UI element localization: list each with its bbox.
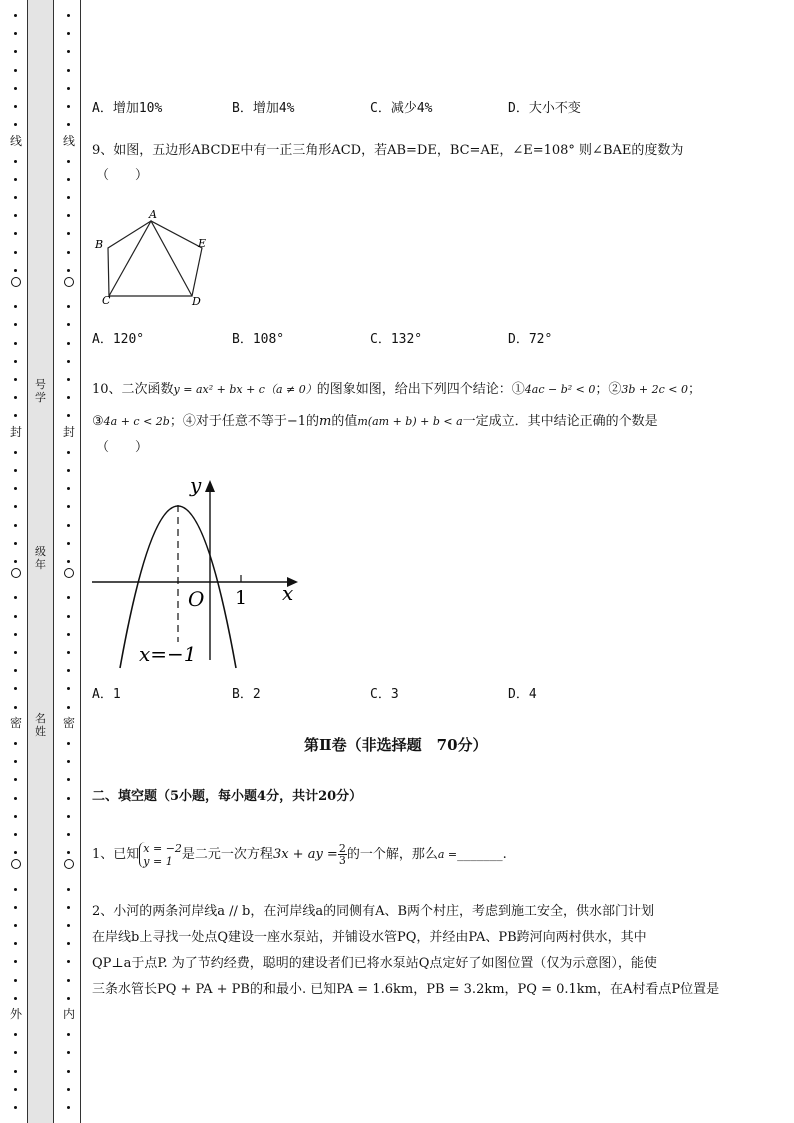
binding-dot <box>67 214 70 217</box>
binding-dot <box>14 542 17 545</box>
inner-mark-nei: 内 <box>62 1007 75 1021</box>
outer-mark-xian: 线 <box>9 134 22 148</box>
binding-dot <box>67 69 70 72</box>
binding-dot <box>14 797 17 800</box>
q10-option-c: C．3 <box>370 687 399 702</box>
binding-dot <box>14 997 17 1000</box>
binding-dot <box>67 487 70 490</box>
binding-dot <box>14 1088 17 1091</box>
binding-dot <box>67 615 70 618</box>
binding-dot <box>67 924 70 927</box>
binding-dot <box>67 960 70 963</box>
binding-dot <box>14 232 17 235</box>
inner-mark-mi: 密 <box>62 716 75 730</box>
q9-option-a: A．120° <box>92 332 145 347</box>
binding-dot <box>67 651 70 654</box>
binding-dot <box>67 396 70 399</box>
binding-dot <box>67 14 70 17</box>
binding-dot <box>67 1088 70 1091</box>
triangle-acd <box>109 221 192 296</box>
binding-hole-marker <box>11 859 21 869</box>
binding-dot <box>67 742 70 745</box>
section2-title: 二、填空题（5小题，每小题4分，共计20分） <box>92 789 363 804</box>
binding-dot <box>14 979 17 982</box>
binding-dot <box>14 123 17 126</box>
inner-dotted-line <box>62 0 76 1123</box>
binding-dot <box>67 469 70 472</box>
binding-dot <box>14 469 17 472</box>
binding-dot <box>14 888 17 891</box>
binding-dot <box>67 378 70 381</box>
outer-mark-feng: 封 <box>9 425 22 439</box>
binding-dot <box>67 687 70 690</box>
binding-dot <box>14 196 17 199</box>
binding-dot <box>67 888 70 891</box>
binding-hole-marker <box>11 277 21 287</box>
q9-stem: 9、如图，五边形ABCDE中有一正三角形ACD，若AB=DE，BC=AE，∠E=108° 则∠BAE的度数为 <box>92 143 684 158</box>
binding-dot <box>14 505 17 508</box>
binding-dot <box>14 214 17 217</box>
part2-title: 第Ⅱ卷（非选择题 70分） <box>304 736 488 754</box>
binding-dot <box>14 778 17 781</box>
binding-dot <box>14 396 17 399</box>
binding-dot <box>67 797 70 800</box>
binding-dot <box>67 178 70 181</box>
binding-dot <box>67 323 70 326</box>
binding-dot <box>14 342 17 345</box>
binding-dot <box>67 706 70 709</box>
strip-right-rule <box>53 0 54 1123</box>
binding-dot <box>14 906 17 909</box>
binding-dot <box>67 979 70 982</box>
field-label-name: 名 姓 <box>35 712 46 738</box>
margin-rule <box>80 0 81 1123</box>
binding-dot <box>14 323 17 326</box>
binding-hole-marker <box>64 859 74 869</box>
q8-option-c: C．减少4% <box>370 101 433 116</box>
fraction-two-thirds: $\frac{2}{3}$ <box>338 842 346 867</box>
binding-dot <box>67 1033 70 1036</box>
binding-dot <box>67 232 70 235</box>
vertex-label-d: D <box>192 295 201 308</box>
q10-paren: （ ） <box>96 440 149 455</box>
binding-hole-marker <box>11 568 21 578</box>
binding-dot <box>67 815 70 818</box>
vertex-label-c: C <box>102 294 111 307</box>
binding-dot <box>14 760 17 763</box>
q10-line1: 10、二次函数y = ax² + bx + c（a ≠ 0）的图象如图，给出下列四个结论：①4ac − b² < 0；②3b + 2c < 0； <box>92 382 702 397</box>
binding-dot <box>67 269 70 272</box>
binding-dot <box>67 942 70 945</box>
fill2-line4: 三条水管长PQ + PA + PB的和最小. 已知PA = 1.6km，PB = 3.2km，PQ = 0.1km，在A村看点P位置是 <box>92 982 720 997</box>
binding-dot <box>14 833 17 836</box>
binding-dot <box>67 906 70 909</box>
binding-dot <box>67 342 70 345</box>
symmetry-label: x=−1 <box>139 642 197 666</box>
binding-dot <box>67 32 70 35</box>
binding-dot <box>14 615 17 618</box>
binding-dot <box>67 524 70 527</box>
fill1-question: 1、已知 x = −2 y = 1 是二元一次方程3x + ay = $\frac{2}{3}$ 的一个解，那么a =_______. <box>92 841 507 868</box>
binding-dot <box>14 815 17 818</box>
outer-dotted-line <box>9 0 23 1123</box>
binding-dot <box>14 69 17 72</box>
binding-dot <box>67 305 70 308</box>
binding-dot <box>67 160 70 163</box>
binding-dot <box>67 1070 70 1073</box>
q8-option-a: A．增加10% <box>92 101 163 116</box>
pentagon-outline <box>108 221 202 296</box>
outer-mark-mi: 密 <box>9 716 22 730</box>
x-axis-label: x <box>282 581 294 605</box>
binding-dot <box>14 960 17 963</box>
binding-dot <box>14 360 17 363</box>
binding-dot <box>14 596 17 599</box>
binding-dot <box>67 669 70 672</box>
binding-dot <box>14 414 17 417</box>
q10-option-a: A．1 <box>92 687 121 702</box>
binding-dot <box>67 1106 70 1109</box>
q9-option-c: C．132° <box>370 332 423 347</box>
vertex-label-e: E <box>198 237 207 250</box>
q10-option-b: B．2 <box>232 687 261 702</box>
inner-mark-xian: 线 <box>62 134 75 148</box>
binding-dot <box>67 251 70 254</box>
binding-dot <box>14 50 17 53</box>
binding-dot <box>67 633 70 636</box>
binding-dot <box>14 1033 17 1036</box>
fill2-line1: 2、小河的两条河岸线a // b，在河岸线a的同侧有A、B两个村庄，考虑到施工安全，供水部门计划 <box>92 904 655 919</box>
binding-dot <box>67 542 70 545</box>
binding-dot <box>14 706 17 709</box>
binding-dot <box>67 596 70 599</box>
binding-dot <box>14 1051 17 1054</box>
binding-dot <box>67 451 70 454</box>
q8-option-b: B．增加4% <box>232 101 295 116</box>
binding-dot <box>14 160 17 163</box>
binding-dot <box>14 451 17 454</box>
binding-dot <box>14 105 17 108</box>
binding-dot <box>14 524 17 527</box>
binding-dot <box>14 87 17 90</box>
q9-option-b: B．108° <box>232 332 285 347</box>
binding-dot <box>14 305 17 308</box>
binding-dot <box>14 14 17 17</box>
binding-dot <box>67 560 70 563</box>
inner-mark-feng: 封 <box>62 425 75 439</box>
pentagon-figure <box>92 205 217 310</box>
binding-dot <box>14 1106 17 1109</box>
equation-system: x = −2 y = 1 <box>139 842 182 868</box>
binding-dot <box>14 178 17 181</box>
q8-option-d: D．大小不变 <box>508 101 581 116</box>
binding-dot <box>67 196 70 199</box>
binding-dot <box>14 651 17 654</box>
binding-dot <box>67 505 70 508</box>
binding-dot <box>14 1070 17 1073</box>
q10-option-d: D．4 <box>508 687 537 702</box>
y-axis-arrow <box>205 480 215 492</box>
q9-option-d: D．72° <box>508 332 553 347</box>
vertex-label-b: B <box>95 238 104 251</box>
binding-dot <box>67 851 70 854</box>
binding-dot <box>67 50 70 53</box>
binding-dot <box>14 851 17 854</box>
binding-dot <box>14 269 17 272</box>
binding-dot <box>14 924 17 927</box>
binding-dot <box>14 942 17 945</box>
binding-dot <box>14 251 17 254</box>
parabola-graph <box>92 470 307 670</box>
q10-line2: ③4a + c < 2b；④对于任意不等于−1的m的值m(am + b) + b < a一定成立．其中结论正确的个数是 <box>92 414 658 429</box>
y-axis-label: y <box>190 473 202 497</box>
binding-dot <box>14 633 17 636</box>
binding-dot <box>67 1051 70 1054</box>
field-label-grade: 级 年 <box>35 545 46 571</box>
binding-dot <box>67 87 70 90</box>
binding-hole-marker <box>64 277 74 287</box>
binding-dot <box>67 778 70 781</box>
vertex-label-a: A <box>149 208 157 221</box>
binding-dot <box>67 123 70 126</box>
binding-dot <box>67 360 70 363</box>
binding-dot <box>14 560 17 563</box>
binding-dot <box>67 997 70 1000</box>
fill2-line3: QP⊥a于点P. 为了节约经费，聪明的建设者们已将水泵站Q点定好了如图位置（仅为示意图），能使 <box>92 956 657 971</box>
binding-dot <box>14 378 17 381</box>
binding-dot <box>67 105 70 108</box>
x-tick-label-1: 1 <box>235 587 248 609</box>
binding-dot <box>67 833 70 836</box>
fill2-line2: 在岸线b上寻找一处点Q建设一座水泵站，并铺设水管PQ，并经由PA、PB跨河向两村供水，其中 <box>92 930 647 945</box>
binding-dot <box>14 742 17 745</box>
field-label-id: 号 学 <box>35 378 46 404</box>
q9-paren: （ ） <box>96 168 149 183</box>
binding-dot <box>67 760 70 763</box>
outer-mark-wai: 外 <box>9 1007 22 1021</box>
origin-label: O <box>188 587 205 611</box>
binding-dot <box>14 487 17 490</box>
binding-dot <box>67 414 70 417</box>
binding-dot <box>14 669 17 672</box>
binding-dot <box>14 687 17 690</box>
binding-hole-marker <box>64 568 74 578</box>
binding-dot <box>14 32 17 35</box>
